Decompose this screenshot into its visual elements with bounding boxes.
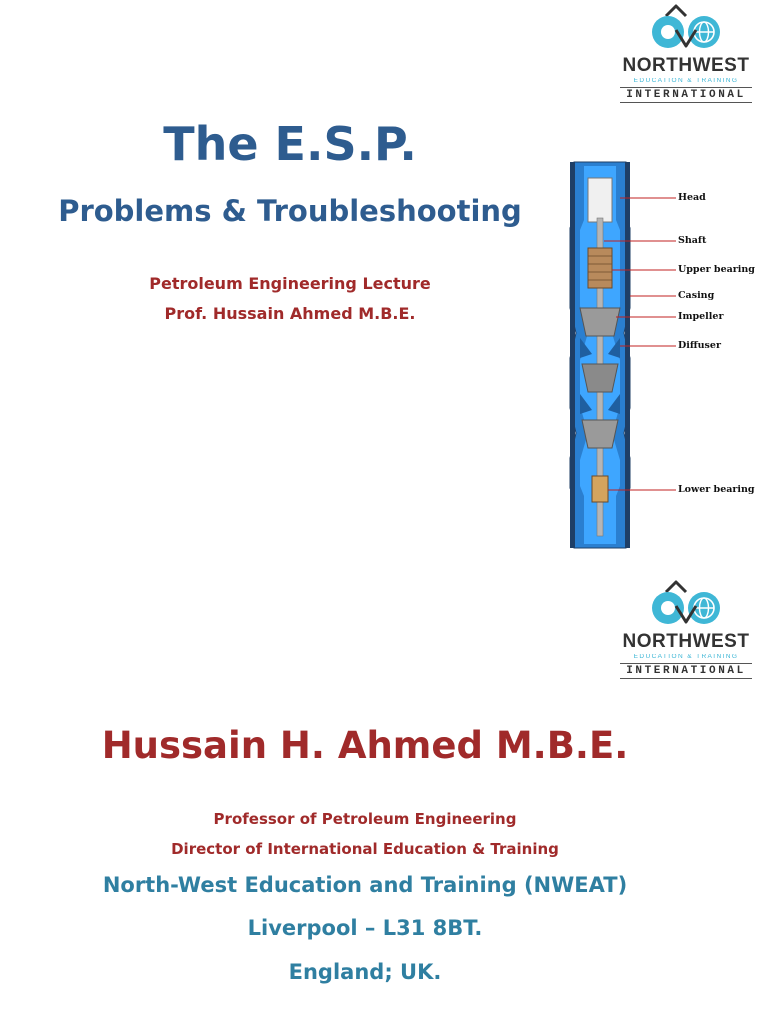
logo-rule (620, 102, 752, 103)
label-casing: Casing (678, 290, 715, 301)
author-role-director: Director of International Education & Training (171, 840, 559, 858)
organization-name: North-West Education and Training (NWEAT) (102, 873, 628, 897)
logo-rule (620, 678, 752, 679)
presenter-name: Prof. Hussain Ahmed M.B.E. (164, 304, 416, 323)
slide-title: The E.S.P. (163, 117, 417, 171)
logo-rule (620, 87, 752, 88)
logo-tagline: EDUCATION & TRAINING (633, 78, 739, 84)
label-lower-bearing: Lower bearing (678, 484, 755, 495)
logo-rule (620, 663, 752, 664)
label-shaft: Shaft (678, 235, 707, 246)
company-logo-bottom (616, 578, 756, 678)
logo-international: INTERNATIONAL (626, 89, 746, 101)
logo-tagline: EDUCATION & TRAINING (633, 654, 739, 660)
lecture-name: Petroleum Engineering Lecture (149, 274, 431, 293)
label-upper-bearing: Upper bearing (678, 264, 755, 275)
esp-pump-diagram (568, 158, 758, 552)
logo-emblem-icon (616, 578, 756, 632)
slide-subtitle: Problems & Troubleshooting (58, 194, 522, 228)
logo-international: INTERNATIONAL (626, 665, 746, 677)
logo-brand-name: NORTHWEST (622, 55, 750, 76)
company-logo-top (616, 2, 756, 102)
logo-emblem-icon (616, 2, 756, 56)
logo-brand-name: NORTHWEST (622, 631, 750, 652)
label-diffuser: Diffuser (678, 340, 721, 351)
organization-city: Liverpool – L31 8BT. (247, 916, 483, 940)
author-name: Hussain H. Ahmed M.B.E. (101, 724, 629, 767)
label-head: Head (678, 192, 706, 203)
organization-country: England; UK. (288, 960, 442, 984)
label-impeller: Impeller (678, 311, 724, 322)
author-role-professor: Professor of Petroleum Engineering (213, 810, 517, 828)
